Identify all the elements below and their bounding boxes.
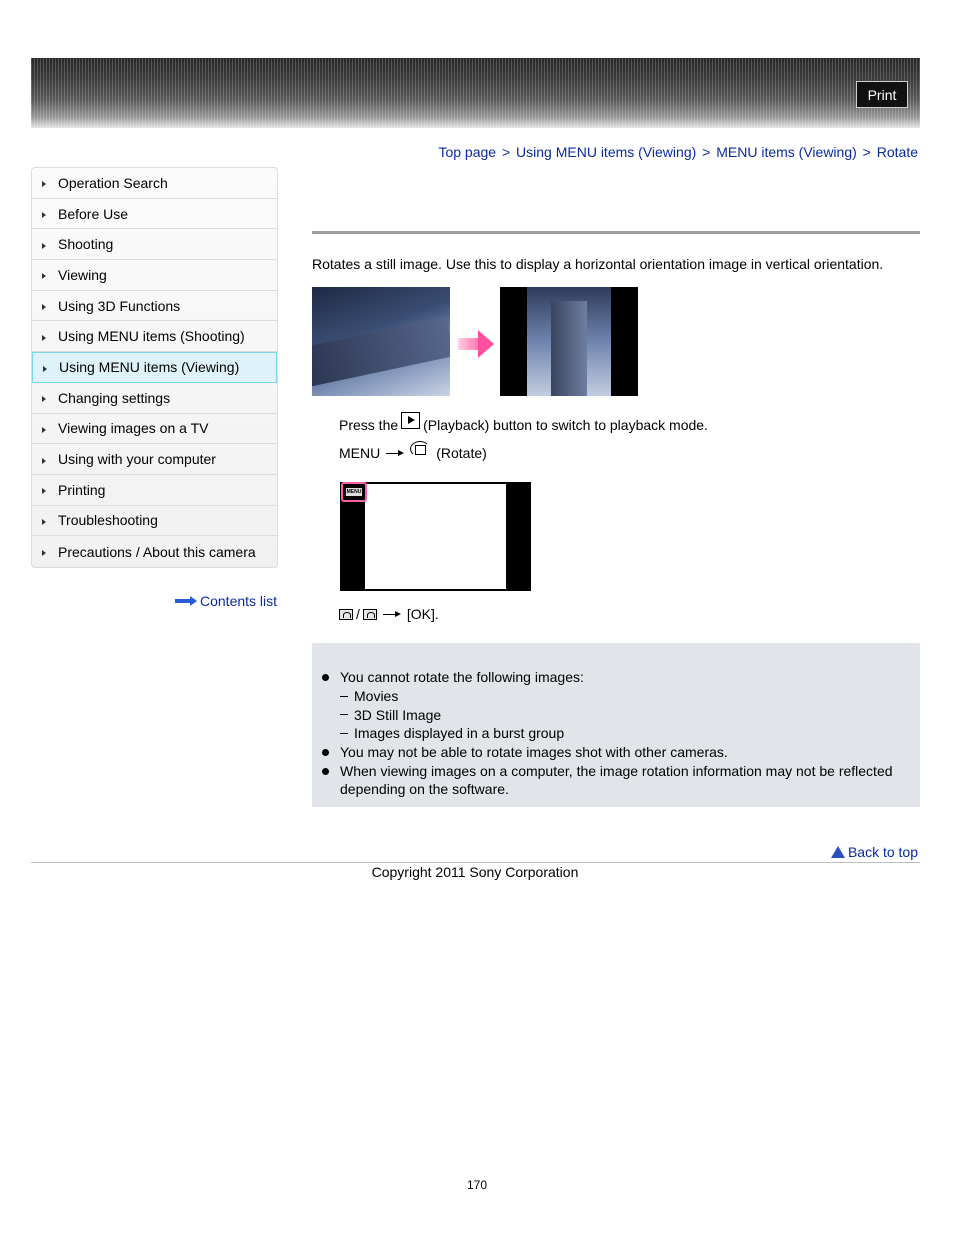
arrow-right-icon [386, 449, 404, 457]
sample-image-horizontal [312, 287, 450, 396]
breadcrumb-using-menu-viewing[interactable]: Using MENU items (Viewing) [516, 144, 697, 160]
sidebar-item-viewing[interactable] [32, 260, 277, 291]
sidebar-item-label: Changing settings [58, 389, 171, 406]
triangle-right-icon [42, 519, 46, 525]
triangle-right-icon [43, 366, 47, 372]
triangle-right-icon [42, 427, 46, 433]
sidebar-item-printing[interactable] [32, 475, 277, 506]
dash [340, 696, 348, 697]
triangle-right-icon [42, 550, 46, 556]
breadcrumb-separator: > [501, 144, 511, 160]
intro-text: Rotates a still image. Use this to display a horizontal orientation image in vertical orientation. [312, 256, 884, 272]
step-1 [339, 416, 708, 433]
arrow-up-icon [831, 846, 845, 858]
step-2-rotate-label: (Rotate) [436, 445, 487, 461]
sidebar-item-changing-settings[interactable] [32, 383, 277, 414]
step-3 [339, 606, 439, 622]
sidebar-item-3d-functions[interactable] [32, 291, 277, 322]
copyright-text: Copyright 2011 Sony Corporation [371, 864, 579, 880]
triangle-right-icon [42, 396, 46, 402]
triangle-right-icon [42, 243, 46, 249]
note-2: You may not be able to rotate images shot with other cameras. [340, 744, 728, 760]
step-1-text-before: Press the [339, 416, 399, 433]
sidebar-item-label: Before Use [58, 205, 129, 222]
sidebar-nav [31, 167, 278, 568]
footer-divider [31, 862, 920, 863]
dash [340, 733, 348, 734]
contents-list-label: Contents list [200, 593, 278, 609]
triangle-right-icon [42, 212, 46, 218]
rotate-right-icon [363, 609, 377, 620]
step-2 [339, 444, 487, 462]
sidebar-item-menu-viewing[interactable] [32, 352, 277, 383]
sample-image-rotated [500, 287, 638, 396]
sidebar-item-shooting[interactable] [32, 229, 277, 260]
sidebar-item-label: Viewing images on a TV [58, 420, 209, 437]
note-3-line-2: depending on the software. [340, 781, 509, 797]
sidebar-item-label: Using 3D Functions [58, 297, 181, 314]
bullet [322, 768, 329, 775]
sidebar-item-label: Viewing [58, 266, 107, 283]
triangle-right-icon [42, 304, 46, 310]
sidebar-item-label: Using MENU items (Viewing) [59, 359, 240, 376]
breadcrumb-rotate[interactable]: Rotate [876, 144, 918, 160]
note-sub-2: 3D Still Image [354, 707, 442, 723]
title-divider [312, 231, 920, 234]
arrow-right-icon [458, 330, 494, 358]
step-1-text-after: (Playback) button to switch to playback mode. [423, 416, 708, 433]
slash-text: / [356, 606, 360, 622]
note-1: You cannot rotate the following images: [340, 669, 584, 685]
sidebar-item-label: Precautions / About this camera [58, 543, 256, 560]
sidebar-item-troubleshooting[interactable] [32, 506, 277, 537]
note-sub-3: Images displayed in a burst group [354, 725, 565, 741]
dash [340, 714, 348, 715]
sidebar-item-label: Printing [58, 481, 106, 498]
arrow-right-icon [383, 610, 401, 618]
contents-list-link[interactable] [175, 593, 277, 609]
bullet [322, 749, 329, 756]
note-sub-1: Movies [354, 688, 399, 704]
breadcrumb-separator: > [702, 144, 711, 160]
sidebar-item-label: Using with your computer [58, 451, 216, 468]
triangle-right-icon [42, 335, 46, 341]
sidebar-item-label: Troubleshooting [58, 512, 158, 529]
sidebar-item-before-use[interactable] [32, 199, 277, 230]
playback-icon [401, 412, 420, 429]
arrow-right-icon [175, 596, 197, 606]
sidebar-item-using-with-computer[interactable] [32, 444, 277, 475]
sidebar-item-menu-shooting[interactable] [32, 321, 277, 352]
print-button[interactable]: Print [856, 81, 908, 108]
bullet [322, 674, 329, 681]
header-banner [31, 58, 920, 128]
back-to-top-label: Back to top [847, 844, 918, 860]
sidebar-item-viewing-on-tv[interactable] [32, 414, 277, 445]
camera-screen-illustration [340, 482, 531, 591]
menu-button-icon: MENU [341, 482, 367, 502]
sidebar-item-operation-search[interactable] [32, 168, 277, 199]
page-number: 170 [466, 1178, 488, 1192]
notes-box [312, 643, 920, 807]
breadcrumb-separator: > [862, 144, 871, 160]
sidebar-item-label: Shooting [58, 236, 114, 253]
sidebar-item-precautions[interactable] [32, 536, 277, 567]
step-2-menu: MENU [339, 445, 381, 461]
breadcrumb-top-page[interactable]: Top page [438, 144, 497, 160]
breadcrumb-menu-items-viewing[interactable]: MENU items (Viewing) [716, 144, 857, 160]
triangle-right-icon [42, 488, 46, 494]
rotate-icon [410, 441, 432, 459]
breadcrumb [438, 144, 918, 160]
rotate-left-icon [339, 609, 353, 620]
note-3-line-1: When viewing images on a computer, the image rotation information may not be reflected [340, 763, 893, 779]
triangle-right-icon [42, 181, 46, 187]
sidebar-item-label: Operation Search [58, 174, 168, 191]
triangle-right-icon [42, 458, 46, 464]
back-to-top-link[interactable] [831, 844, 918, 860]
step-3-ok: [OK]. [406, 606, 439, 622]
triangle-right-icon [42, 273, 46, 279]
sidebar-item-label: Using MENU items (Shooting) [58, 328, 245, 345]
